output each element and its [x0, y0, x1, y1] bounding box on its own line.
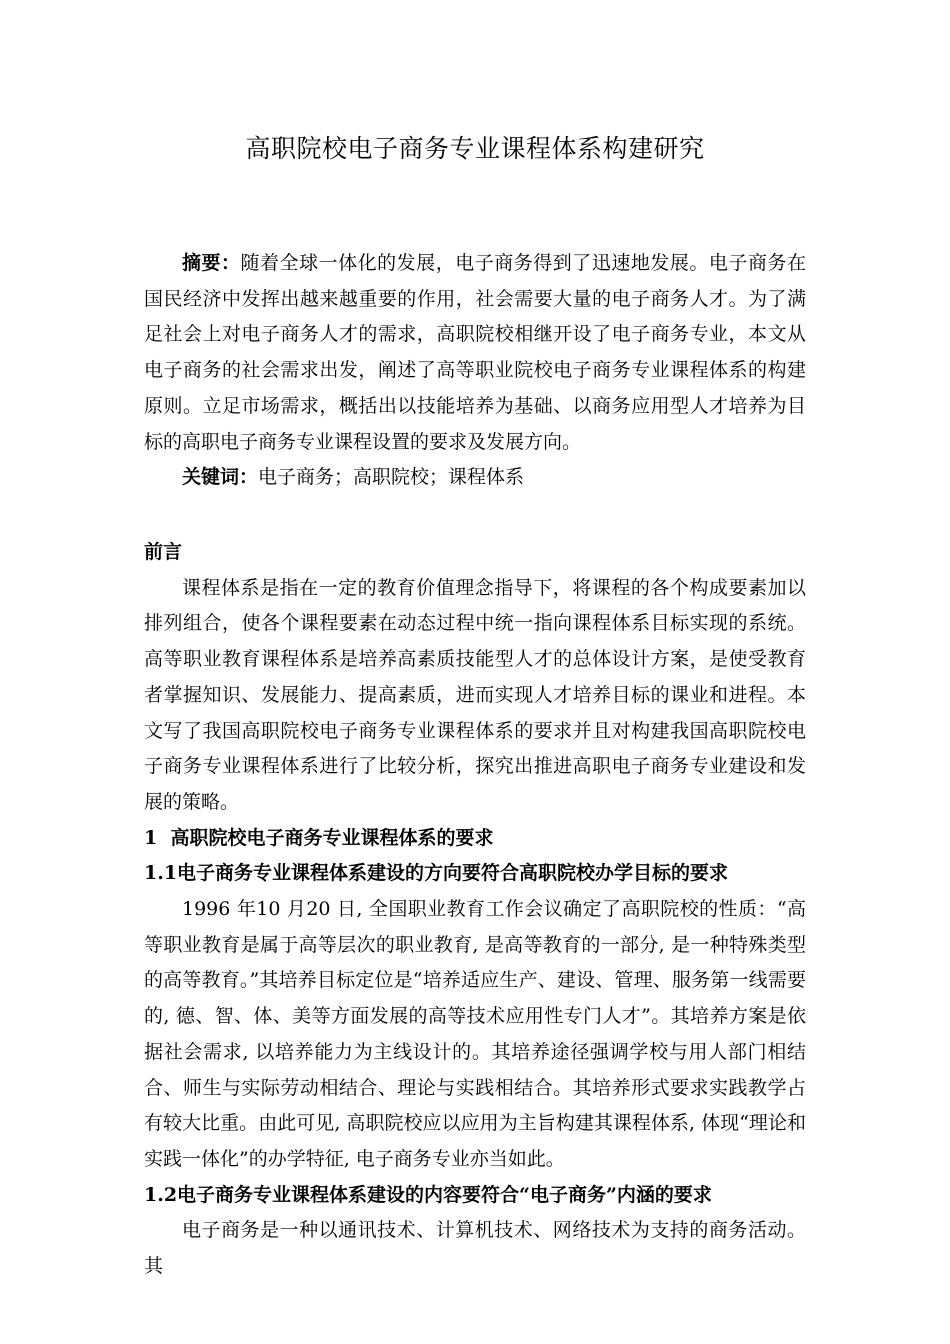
- section-1-1-heading: 1.1电子商务专业课程体系建设的方向要符合高职院校办学目标的要求: [144, 862, 729, 885]
- keywords-paragraph: [144, 460, 806, 496]
- section-1-heading: 1 高职院校电子商务专业课程体系的要求: [144, 826, 494, 849]
- abstract-label: 摘要：: [182, 252, 241, 274]
- preface-heading: 前言: [144, 541, 183, 563]
- document-title: 高职院校电子商务专业课程体系构建研究: [245, 134, 705, 163]
- section-1-2-heading: 1.2电子商务专业课程体系建设的内容要符合“电子商务”内涵的要求: [144, 1183, 712, 1206]
- abstract-text: 随着全球一体化的发展，电子商务得到了迅速地发展。电子商务在国民经济中发挥出越来越重要的作用，社会需要大量的电子商务人才。为了满足社会上对电子商务人才的需求，高职院校相继开设了电子商务专业，本文从电子商务的社会需求出发，阐述了高等职业院校电子商务专业课程体系的构建原则。立足市场需求，概括出以技能培养为基础、以商务应用型人才培养为目标的高职电子商务专业课程设置的要求及发展方向。: [144, 252, 806, 453]
- section-1-2-paragraph: 电子商务是一种以通讯技术、计算机技术、网络技术为支持的商务活动。其: [144, 1219, 806, 1278]
- preface-paragraph: 课程体系是指在一定的教育价值理念指导下，将课程的各个构成要素加以排列组合，使各个课程要素在动态过程中统一指向课程体系目标实现的系统。高等职业教育课程体系是培养高素质技能型人才的总体设计方案，是使受教育者掌握知识、发展能力、提高素质，进而实现人才培养目标的课业和进程。本文写了我国高职院校电子商务专业课程体系的要求并且对构建我国高职院校电子商务专业课程体系进行了比较分析，探究出推进高职电子商务专业建设和发展的策略。: [144, 576, 806, 813]
- body-section: [144, 535, 806, 1285]
- keywords-label: 关键词：: [182, 466, 259, 489]
- abstract-paragraph: [144, 246, 806, 460]
- section-1-1-paragraph: 1996 年10 月20 日, 全国职业教育工作会议确定了高职院校的性质：“高等职业教育是属于高等层次的职业教育, 是高等教育的一部分, 是一种特殊类型的高等教育。”其培养目标定位是“培养适应生产、建设、管理、服务第一线需要的, 德、智、体、美等方面发展的高等技术应用性专门人才”。其培养方案是依据社会需求, 以培养能力为主线设计的。其培养途径强调学校与用人部门相结合、师生与实际劳动相结合、理论与实践相结合。其培养形式要求实践教学占有较大比重。由此可见, 高职院校应以应用为主旨构建其课程体系, 体现“理论和实践一体化”的办学特征, 电子商务专业亦当如此。: [144, 898, 806, 1170]
- keywords-text: 电子商务；高职院校；课程体系: [258, 466, 525, 489]
- abstract-section: [144, 246, 806, 496]
